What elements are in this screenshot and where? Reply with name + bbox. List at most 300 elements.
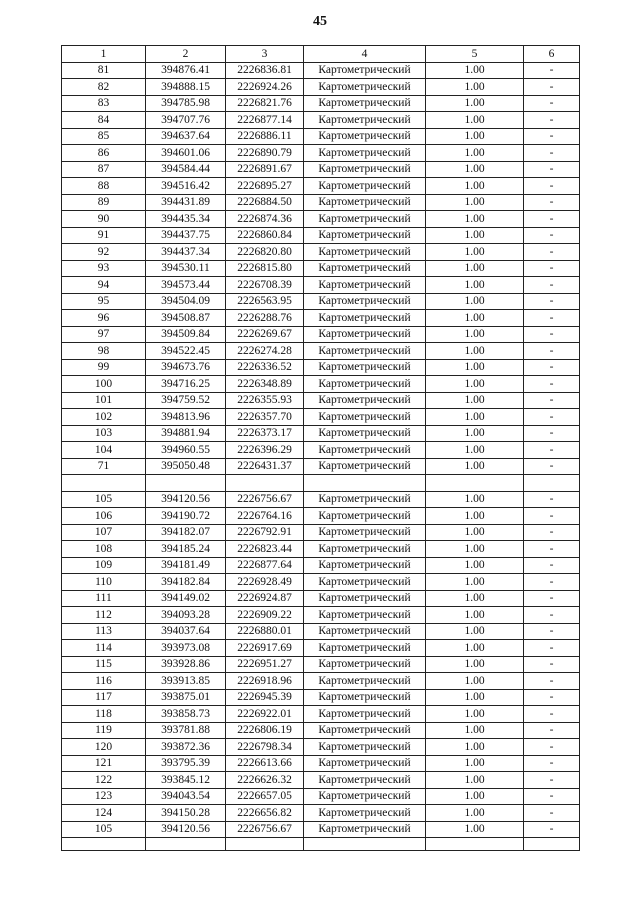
table-cell: 2226884.50 — [226, 194, 304, 211]
table-cell: 2226928.49 — [226, 574, 304, 591]
table-cell: 2226922.01 — [226, 706, 304, 723]
table-cell: 2226821.76 — [226, 95, 304, 112]
table-cell — [426, 838, 524, 851]
table-row — [62, 392, 580, 409]
table-cell: 2226708.39 — [226, 277, 304, 294]
table-cell: 1.00 — [426, 722, 524, 739]
table-cell: 96 — [62, 310, 146, 327]
table-cell: 2226860.84 — [226, 227, 304, 244]
table-row — [62, 607, 580, 624]
table-cell: 117 — [62, 689, 146, 706]
table-row — [62, 376, 580, 393]
table-cell: - — [524, 343, 580, 360]
table-row — [62, 211, 580, 228]
table-cell: 116 — [62, 673, 146, 690]
table-cell: 393928.86 — [146, 656, 226, 673]
table-cell: 1.00 — [426, 326, 524, 343]
table-cell: 1.00 — [426, 557, 524, 574]
table-cell: 94 — [62, 277, 146, 294]
table-cell: 394181.49 — [146, 557, 226, 574]
table-cell: 1.00 — [426, 310, 524, 327]
table-row — [62, 442, 580, 459]
table-cell: 2226396.29 — [226, 442, 304, 459]
table-row — [62, 310, 580, 327]
table-cell: Картометрический — [304, 607, 426, 624]
table-cell: 111 — [62, 590, 146, 607]
table-cell: 1.00 — [426, 425, 524, 442]
table-cell: 105 — [62, 491, 146, 508]
table-cell: Картометрический — [304, 706, 426, 723]
table-cell: Картометрический — [304, 508, 426, 525]
table-cell: 2226924.26 — [226, 79, 304, 96]
table-row — [62, 706, 580, 723]
table-cell: 395050.48 — [146, 458, 226, 475]
table-cell: Картометрический — [304, 343, 426, 360]
table-cell: 394707.76 — [146, 112, 226, 129]
table-row — [62, 343, 580, 360]
table-cell: 1.00 — [426, 805, 524, 822]
table-cell: Картометрический — [304, 722, 426, 739]
table-cell: Картометрический — [304, 442, 426, 459]
table-row — [62, 326, 580, 343]
table-cell: 1.00 — [426, 458, 524, 475]
table-cell: 394601.06 — [146, 145, 226, 162]
table-cell: 110 — [62, 574, 146, 591]
table-cell: 113 — [62, 623, 146, 640]
table-cell: Картометрический — [304, 689, 426, 706]
table-cell: 101 — [62, 392, 146, 409]
table-cell: - — [524, 788, 580, 805]
table-cell: 1.00 — [426, 409, 524, 426]
table-cell: 109 — [62, 557, 146, 574]
table-cell: - — [524, 211, 580, 228]
table-cell: 84 — [62, 112, 146, 129]
table-cell: 95 — [62, 293, 146, 310]
table-cell: 393913.85 — [146, 673, 226, 690]
table-cell: - — [524, 574, 580, 591]
table-cell: 1.00 — [426, 392, 524, 409]
table-cell: Картометрический — [304, 458, 426, 475]
table-cell: 1.00 — [426, 524, 524, 541]
table-row — [62, 293, 580, 310]
table-cell: 1.00 — [426, 343, 524, 360]
table-cell: 1.00 — [426, 706, 524, 723]
table-row — [62, 161, 580, 178]
table-row — [62, 409, 580, 426]
table-cell: 1.00 — [426, 508, 524, 525]
table-row — [62, 821, 580, 838]
table-cell: Картометрический — [304, 805, 426, 822]
table-cell: 394813.96 — [146, 409, 226, 426]
table-cell: 92 — [62, 244, 146, 261]
table-cell: 120 — [62, 739, 146, 756]
table-cell: Картометрический — [304, 392, 426, 409]
table-cell: 394437.34 — [146, 244, 226, 261]
table-cell: 2226918.96 — [226, 673, 304, 690]
table-cell: - — [524, 194, 580, 211]
table-cell: Картометрический — [304, 112, 426, 129]
table-cell: 1.00 — [426, 359, 524, 376]
table-row — [62, 673, 580, 690]
table-cell: 2226269.67 — [226, 326, 304, 343]
table-cell: - — [524, 112, 580, 129]
table-cell — [62, 475, 146, 492]
table-row — [62, 755, 580, 772]
table-cell: - — [524, 62, 580, 79]
table-cell — [304, 838, 426, 851]
table-cell: - — [524, 706, 580, 723]
table-row — [62, 541, 580, 558]
table-cell: Картометрический — [304, 491, 426, 508]
table-cell: Картометрический — [304, 79, 426, 96]
table-cell: 2226431.37 — [226, 458, 304, 475]
table-cell: 394759.52 — [146, 392, 226, 409]
table-cell: 115 — [62, 656, 146, 673]
table-cell: 394584.44 — [146, 161, 226, 178]
table-cell: 394637.64 — [146, 128, 226, 145]
table-cell: 2226815.80 — [226, 260, 304, 277]
table-cell: 105 — [62, 821, 146, 838]
table-tail — [62, 838, 580, 851]
table-cell: 1.00 — [426, 161, 524, 178]
table-cell — [226, 475, 304, 492]
table-cell: Картометрический — [304, 788, 426, 805]
table-cell: 394573.44 — [146, 277, 226, 294]
table-cell: 86 — [62, 145, 146, 162]
table-cell — [146, 475, 226, 492]
table-row — [62, 79, 580, 96]
blank-row — [62, 475, 580, 492]
table-cell: 1.00 — [426, 112, 524, 129]
table-cell: 394190.72 — [146, 508, 226, 525]
table-row — [62, 359, 580, 376]
table-cell: 394504.09 — [146, 293, 226, 310]
table-cell: Картометрический — [304, 95, 426, 112]
table-cell: - — [524, 260, 580, 277]
table-cell: 2226877.14 — [226, 112, 304, 129]
table-cell: 1.00 — [426, 590, 524, 607]
table-cell: - — [524, 590, 580, 607]
table-cell: - — [524, 805, 580, 822]
table-section-1 — [62, 62, 580, 475]
table-cell: Картометрический — [304, 62, 426, 79]
table-cell: 394530.11 — [146, 260, 226, 277]
table-cell: - — [524, 95, 580, 112]
table-cell: Картометрический — [304, 277, 426, 294]
table-cell: Картометрический — [304, 326, 426, 343]
table-cell — [304, 475, 426, 492]
table-cell: 393858.73 — [146, 706, 226, 723]
table-cell: Картометрический — [304, 227, 426, 244]
table-row — [62, 574, 580, 591]
table-cell: 2226924.87 — [226, 590, 304, 607]
table-cell: 112 — [62, 607, 146, 624]
table-cell: 394149.02 — [146, 590, 226, 607]
table-cell: 88 — [62, 178, 146, 195]
table-cell: 394431.89 — [146, 194, 226, 211]
table-cell: 103 — [62, 425, 146, 442]
table-cell: 2226895.27 — [226, 178, 304, 195]
table-cell: Картометрический — [304, 359, 426, 376]
table-row — [62, 739, 580, 756]
table-header — [62, 46, 580, 63]
table-cell: Картометрический — [304, 376, 426, 393]
table-cell: Картометрический — [304, 211, 426, 228]
table-cell: 2226836.81 — [226, 62, 304, 79]
table-cell: - — [524, 376, 580, 393]
table-row — [62, 656, 580, 673]
table-cell: - — [524, 425, 580, 442]
table-cell: - — [524, 623, 580, 640]
table-cell: 2226823.44 — [226, 541, 304, 558]
table-cell: 1.00 — [426, 442, 524, 459]
table-cell: 2226890.79 — [226, 145, 304, 162]
table-cell: 1.00 — [426, 673, 524, 690]
table-cell: 394037.64 — [146, 623, 226, 640]
table-cell: 1.00 — [426, 376, 524, 393]
table-cell: Картометрический — [304, 310, 426, 327]
table-cell: 104 — [62, 442, 146, 459]
table-cell: Картометрический — [304, 524, 426, 541]
table-cell: Картометрический — [304, 194, 426, 211]
table-cell: 394150.28 — [146, 805, 226, 822]
section-separator — [62, 475, 580, 492]
table-cell: 394185.24 — [146, 541, 226, 558]
table-cell: 394508.87 — [146, 310, 226, 327]
table-cell: 1.00 — [426, 178, 524, 195]
table-cell: - — [524, 227, 580, 244]
table-row — [62, 590, 580, 607]
table-cell: 2226357.70 — [226, 409, 304, 426]
table-cell: 394120.56 — [146, 821, 226, 838]
table-cell: Картометрический — [304, 293, 426, 310]
table-cell: - — [524, 161, 580, 178]
table-cell: 2226917.69 — [226, 640, 304, 657]
blank-row — [62, 838, 580, 851]
table-cell: 2226348.89 — [226, 376, 304, 393]
table-cell: - — [524, 442, 580, 459]
table-cell: 1.00 — [426, 194, 524, 211]
table-cell: 394182.84 — [146, 574, 226, 591]
table-cell: 394881.94 — [146, 425, 226, 442]
table-section-2 — [62, 491, 580, 838]
table-row — [62, 244, 580, 261]
table-cell — [524, 838, 580, 851]
table-cell: 100 — [62, 376, 146, 393]
table-cell: - — [524, 607, 580, 624]
table-cell: 91 — [62, 227, 146, 244]
table-cell: 1.00 — [426, 293, 524, 310]
table-cell: 393845.12 — [146, 772, 226, 789]
table-cell: Картометрический — [304, 128, 426, 145]
table-cell: 2226274.28 — [226, 343, 304, 360]
table-cell: 2226806.19 — [226, 722, 304, 739]
table-cell: - — [524, 821, 580, 838]
table-cell: - — [524, 359, 580, 376]
table-cell: - — [524, 689, 580, 706]
table-cell: Картометрический — [304, 178, 426, 195]
table-cell: 394509.84 — [146, 326, 226, 343]
table-cell — [426, 475, 524, 492]
table-cell — [226, 838, 304, 851]
table-cell: Картометрический — [304, 244, 426, 261]
table-cell: 2226756.67 — [226, 821, 304, 838]
table-cell: Картометрический — [304, 755, 426, 772]
table-cell: 2226880.01 — [226, 623, 304, 640]
table-cell: 2226756.67 — [226, 491, 304, 508]
table-cell: - — [524, 79, 580, 96]
table-row — [62, 640, 580, 657]
table-cell: 393973.08 — [146, 640, 226, 657]
table-cell: 1.00 — [426, 821, 524, 838]
table-row — [62, 722, 580, 739]
table-cell: 1.00 — [426, 227, 524, 244]
table-row — [62, 557, 580, 574]
table-cell: Картометрический — [304, 640, 426, 657]
table-cell: - — [524, 145, 580, 162]
table-cell: 1.00 — [426, 788, 524, 805]
table-cell: 1.00 — [426, 772, 524, 789]
table-cell: 2226764.16 — [226, 508, 304, 525]
table-cell: Картометрический — [304, 260, 426, 277]
table-cell: 394182.07 — [146, 524, 226, 541]
table-cell: 107 — [62, 524, 146, 541]
table-cell: 394673.76 — [146, 359, 226, 376]
table-cell: 97 — [62, 326, 146, 343]
table-row — [62, 62, 580, 79]
table-row — [62, 178, 580, 195]
table-cell: - — [524, 277, 580, 294]
table-cell: 108 — [62, 541, 146, 558]
table-cell: 118 — [62, 706, 146, 723]
table-cell: 393872.36 — [146, 739, 226, 756]
table-row — [62, 194, 580, 211]
table-row — [62, 805, 580, 822]
table-cell: 393875.01 — [146, 689, 226, 706]
table-cell: - — [524, 772, 580, 789]
table-cell: 102 — [62, 409, 146, 426]
table-cell: 1.00 — [426, 689, 524, 706]
table-cell: 394522.45 — [146, 343, 226, 360]
table-cell: Картометрический — [304, 821, 426, 838]
table-cell: 93 — [62, 260, 146, 277]
coordinates-table — [61, 45, 580, 851]
column-header: 1 — [62, 46, 146, 63]
table-cell: 2226288.76 — [226, 310, 304, 327]
table-cell: - — [524, 755, 580, 772]
table-cell: - — [524, 293, 580, 310]
table-cell: 2226874.36 — [226, 211, 304, 228]
table-row — [62, 425, 580, 442]
table-cell: 2226656.82 — [226, 805, 304, 822]
table-cell: 2226798.34 — [226, 739, 304, 756]
table-cell: 1.00 — [426, 640, 524, 657]
table-row — [62, 458, 580, 475]
table-cell: 2226626.32 — [226, 772, 304, 789]
table-cell: - — [524, 244, 580, 261]
table-cell: 1.00 — [426, 755, 524, 772]
table-cell: 1.00 — [426, 656, 524, 673]
table-cell: 1.00 — [426, 260, 524, 277]
table-cell: - — [524, 310, 580, 327]
table-row — [62, 623, 580, 640]
table-cell: 114 — [62, 640, 146, 657]
table-row — [62, 772, 580, 789]
table-cell: - — [524, 557, 580, 574]
table-cell: 2226945.39 — [226, 689, 304, 706]
table-cell: 89 — [62, 194, 146, 211]
table-cell: 83 — [62, 95, 146, 112]
table-cell: 2226613.66 — [226, 755, 304, 772]
page-number: 45 — [313, 14, 327, 29]
table-cell: 1.00 — [426, 244, 524, 261]
table-cell: Картометрический — [304, 425, 426, 442]
table-cell: 90 — [62, 211, 146, 228]
table-cell: Картометрический — [304, 623, 426, 640]
table-row — [62, 227, 580, 244]
table-cell: Картометрический — [304, 145, 426, 162]
table-cell: 394516.42 — [146, 178, 226, 195]
table-cell: Картометрический — [304, 656, 426, 673]
table-cell: 1.00 — [426, 623, 524, 640]
table-cell: - — [524, 326, 580, 343]
table-cell: 124 — [62, 805, 146, 822]
table-cell: 2226373.17 — [226, 425, 304, 442]
table-row — [62, 508, 580, 525]
header-row — [62, 46, 580, 63]
table-cell: 106 — [62, 508, 146, 525]
table-cell: 1.00 — [426, 574, 524, 591]
table-cell: 123 — [62, 788, 146, 805]
table-cell: 393795.39 — [146, 755, 226, 772]
table-cell: 81 — [62, 62, 146, 79]
table-row — [62, 491, 580, 508]
table-row — [62, 788, 580, 805]
table-cell — [524, 475, 580, 492]
table-cell: 1.00 — [426, 277, 524, 294]
column-header: 2 — [146, 46, 226, 63]
table-cell: Картометрический — [304, 590, 426, 607]
table-cell: - — [524, 739, 580, 756]
table-row — [62, 689, 580, 706]
table-cell: 2226909.22 — [226, 607, 304, 624]
table-cell: 1.00 — [426, 211, 524, 228]
table-row — [62, 524, 580, 541]
table-row — [62, 145, 580, 162]
table-row — [62, 260, 580, 277]
table-cell: - — [524, 409, 580, 426]
table-cell: 1.00 — [426, 145, 524, 162]
table-cell: 99 — [62, 359, 146, 376]
table-cell: Картометрический — [304, 772, 426, 789]
table-cell: - — [524, 491, 580, 508]
table-cell: Картометрический — [304, 673, 426, 690]
table-cell: 394785.98 — [146, 95, 226, 112]
table-cell: 1.00 — [426, 128, 524, 145]
table-cell: 1.00 — [426, 95, 524, 112]
table-cell: 2226355.93 — [226, 392, 304, 409]
table-cell: - — [524, 458, 580, 475]
column-header: 4 — [304, 46, 426, 63]
table-cell: 82 — [62, 79, 146, 96]
table-cell: 394435.34 — [146, 211, 226, 228]
table-row — [62, 112, 580, 129]
table-cell: - — [524, 640, 580, 657]
table-cell: - — [524, 524, 580, 541]
table-cell: 1.00 — [426, 62, 524, 79]
table-row — [62, 277, 580, 294]
column-header: 5 — [426, 46, 524, 63]
